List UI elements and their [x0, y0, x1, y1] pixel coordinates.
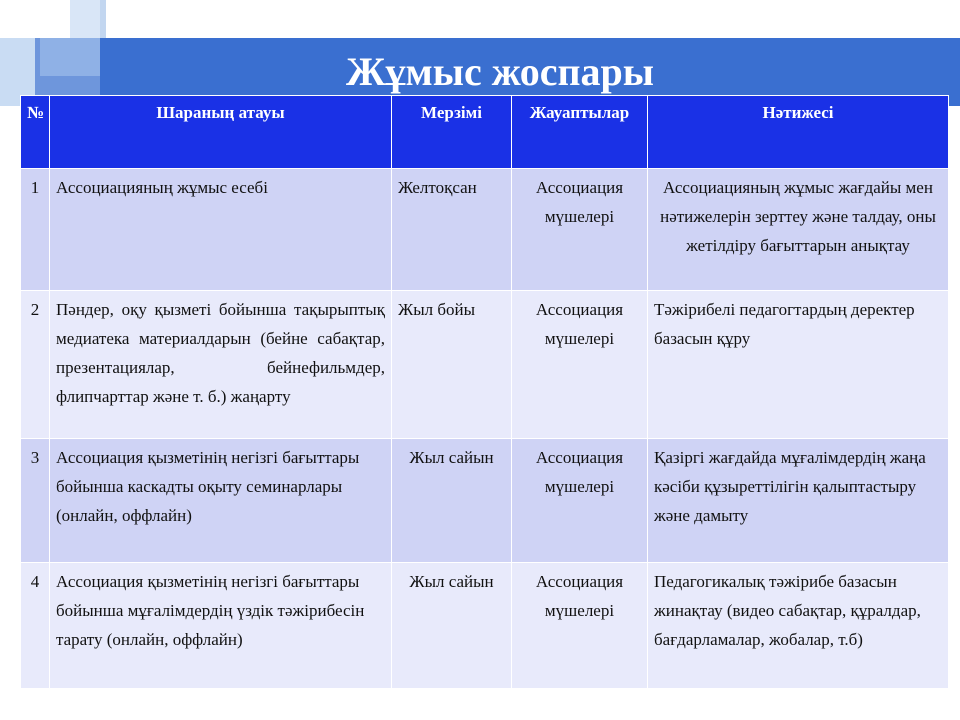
table-row — [21, 169, 949, 291]
table-row — [21, 563, 949, 689]
column-header-event-name: Шараның атауы — [50, 96, 392, 169]
work-plan-table — [20, 95, 949, 689]
row-number: 1 — [21, 169, 50, 291]
column-header-term: Мерзімі — [392, 96, 512, 169]
row-number: 2 — [21, 291, 50, 439]
event-name: Пәндер, оқу қызметі бойынша тақырыптық медиатека материалдарын (бейне сабақтар, презентациялар, бейнефильмдер, флипчарттар және т. б.) жаңарту — [50, 291, 392, 439]
decor-square — [70, 0, 100, 40]
column-header-result: Нәтижесі — [648, 96, 949, 169]
decor-square — [40, 38, 100, 76]
event-name: Ассоциация қызметінің негізгі бағыттары бойынша мұғалімдердің үздік тәжірибесін тарату (онлайн, оффлайн) — [50, 563, 392, 689]
page-title: Жұмыс жоспары — [345, 49, 655, 94]
event-term: Жыл бойы — [392, 291, 512, 439]
row-number: 4 — [21, 563, 50, 689]
event-name: Ассоциация қызметінің негізгі бағыттары бойынша каскадты оқыту семинарлары (онлайн, оффлайн) — [50, 439, 392, 563]
event-term: Жыл сайын — [392, 439, 512, 563]
event-result: Қазіргі жағдайда мұғалімдердің жаңа кәсіби құзыреттілігін қалыптастыру және дамыту — [648, 439, 949, 563]
column-header-responsible: Жауаптылар — [512, 96, 648, 169]
event-responsible: Ассоциация мүшелері — [512, 169, 648, 291]
event-name: Ассоциацияның жұмыс есебі — [50, 169, 392, 291]
event-responsible: Ассоциация мүшелері — [512, 439, 648, 563]
event-result: Ассоциацияның жұмыс жағдайы мен нәтижелерін зерттеу және талдау, оны жетілдіру бағыттарын анықтау — [648, 169, 949, 291]
decor-square — [100, 0, 106, 40]
column-header-number: № — [21, 96, 50, 169]
event-term: Желтоқсан — [392, 169, 512, 291]
table-row — [21, 439, 949, 563]
event-responsible: Ассоциация мүшелері — [512, 563, 648, 689]
event-responsible: Ассоциация мүшелері — [512, 291, 648, 439]
event-result: Тәжірибелі педагогтардың деректер базасын құру — [648, 291, 949, 439]
event-result: Педагогикалық тәжірибе базасын жинақтау (видео сабақтар, құралдар, бағдарламалар, жобалар, т.б) — [648, 563, 949, 689]
table-row — [21, 291, 949, 439]
table-header-row — [21, 96, 949, 169]
event-term: Жыл сайын — [392, 563, 512, 689]
row-number: 3 — [21, 439, 50, 563]
